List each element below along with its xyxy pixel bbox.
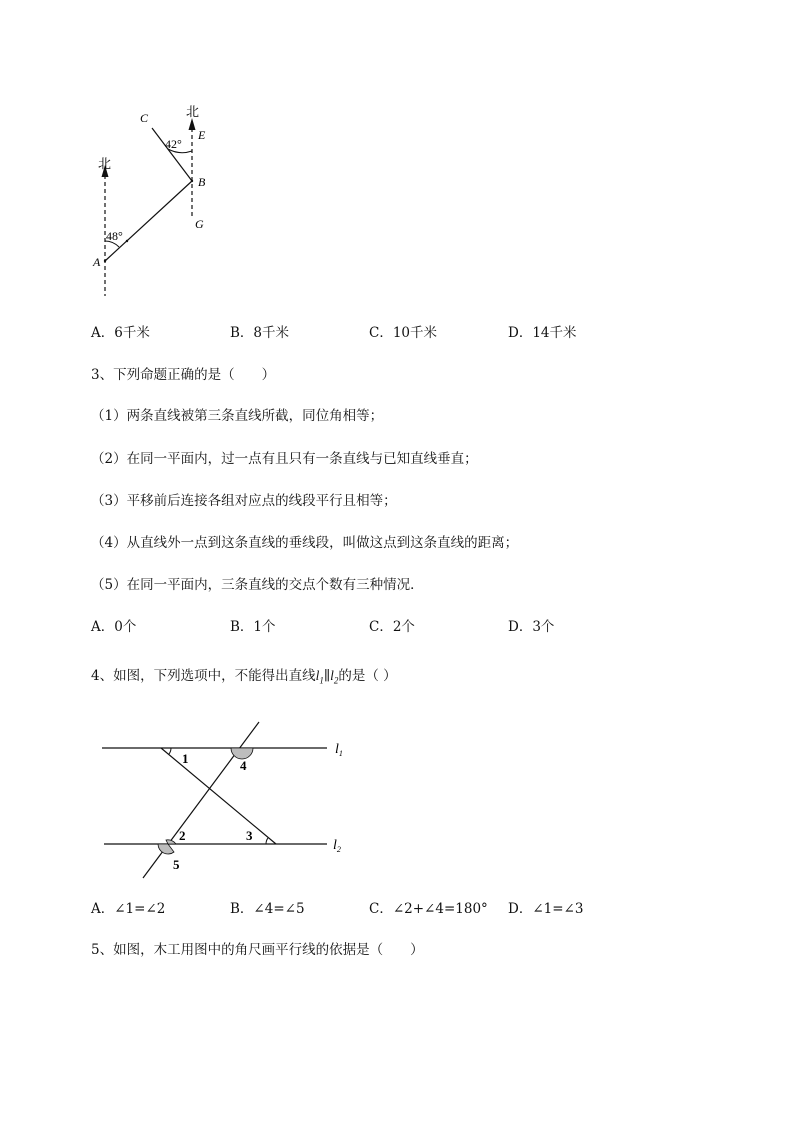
option-letter: C． (369, 325, 393, 341)
option-text: 2个 (392, 619, 415, 635)
q3-statement-4: （4）从直线外一点到这条直线的垂线段，叫做这点到这条直线的距离； (91, 535, 519, 551)
north-label-b: 北 (186, 104, 200, 119)
option-letter: D． (508, 619, 533, 635)
angle-label-3: 3 (246, 828, 253, 843)
option-text: 1个 (253, 619, 276, 635)
option-text: 0个 (114, 619, 137, 635)
segment-ab (105, 181, 192, 261)
q3-option-d[interactable] (508, 618, 554, 636)
option-letter: A． (91, 901, 115, 917)
q4-l1-sub: 1 (319, 675, 324, 686)
q4-stem-after: 的是（ ） (338, 668, 397, 684)
option-text: 3个 (532, 619, 555, 635)
north-arrow-b (189, 118, 196, 130)
q3-statement-1: （1）两条直线被第三条直线所截，同位角相等； (91, 408, 384, 424)
angle-label-42: 42° (165, 137, 182, 151)
q3-option-a[interactable] (91, 618, 136, 636)
line-label-l1: $l_1$ (335, 742, 343, 758)
angle-mark-5 (158, 844, 174, 854)
q3-statement-3: （3）平移前后连接各组对应点的线段平行且相等； (91, 493, 397, 509)
option-text: 8千米 (253, 325, 290, 341)
q4-parallel-symbol: ∥ (323, 668, 331, 684)
option-text: 10千米 (392, 325, 438, 341)
option-text: ∠1=∠3 (532, 901, 584, 917)
option-text: ∠4=∠5 (253, 901, 305, 917)
q3-statement-5: （5）在同一平面内，三条直线的交点个数有三种情况． (91, 577, 424, 593)
line-label-l2: $l_2$ (333, 838, 341, 854)
option-letter: B． (230, 325, 254, 341)
q4-l2-sub: 2 (333, 675, 339, 686)
option-letter: B． (230, 619, 254, 635)
option-letter: A． (91, 619, 115, 635)
q4-stem-before: 4、如图，下列选项中，不能得出直线 (91, 668, 316, 684)
option-text: 6千米 (114, 325, 150, 341)
direction-figure (85, 98, 225, 303)
angle-label-1: 1 (182, 751, 189, 766)
option-letter: C． (369, 619, 393, 635)
point-label-g: G (195, 217, 204, 231)
option-letter: C． (369, 901, 393, 917)
transversal-1 (143, 722, 259, 878)
q3-option-b[interactable] (230, 618, 276, 636)
option-text: ∠2+∠4=180° (392, 901, 488, 917)
option-text: ∠1=∠2 (114, 901, 166, 917)
q4-l1: l (315, 668, 320, 683)
q4-option-c[interactable] (369, 900, 488, 918)
angle-label-2: 2 (179, 828, 186, 843)
point-label-a: A (93, 255, 101, 269)
point-label-c: C (140, 111, 149, 125)
q3-option-c[interactable] (369, 618, 415, 636)
q2-option-c[interactable] (369, 324, 437, 342)
angle-mark-1 (169, 748, 171, 754)
angle-label-5: 5 (173, 857, 180, 872)
angle-mark-3 (266, 838, 268, 844)
q2-option-d[interactable] (508, 324, 577, 342)
option-text: 14千米 (532, 325, 577, 341)
north-label-a: 北 (98, 156, 112, 171)
q4-option-d[interactable] (508, 900, 583, 918)
q3-statement-2: （2）在同一平面内，过一点有且只有一条直线与已知直线垂直； (91, 451, 478, 467)
option-letter: D． (508, 901, 533, 917)
option-letter: A． (91, 325, 115, 341)
angle-label-48: 48° (106, 229, 123, 243)
segment-bc (152, 128, 192, 181)
angle-mark-2 (166, 840, 176, 844)
parallel-lines-figure (95, 715, 355, 885)
q4-l2: l (330, 668, 334, 683)
q2-option-b[interactable] (230, 324, 289, 342)
point-label-b: B (198, 175, 206, 189)
q4-stem (91, 667, 397, 690)
point-label-e: E (198, 128, 206, 142)
q4-option-a[interactable] (91, 900, 165, 918)
angle-label-4: 4 (240, 758, 247, 773)
q2-option-a[interactable] (91, 324, 150, 342)
option-letter: B． (230, 901, 254, 917)
option-letter: D． (508, 325, 533, 341)
q5-stem: 5、如图，木工用图中的角尺画平行线的依据是（ ） (91, 942, 424, 958)
q3-stem: 3、下列命题正确的是（ ） (91, 367, 276, 383)
q4-option-b[interactable] (230, 900, 305, 918)
